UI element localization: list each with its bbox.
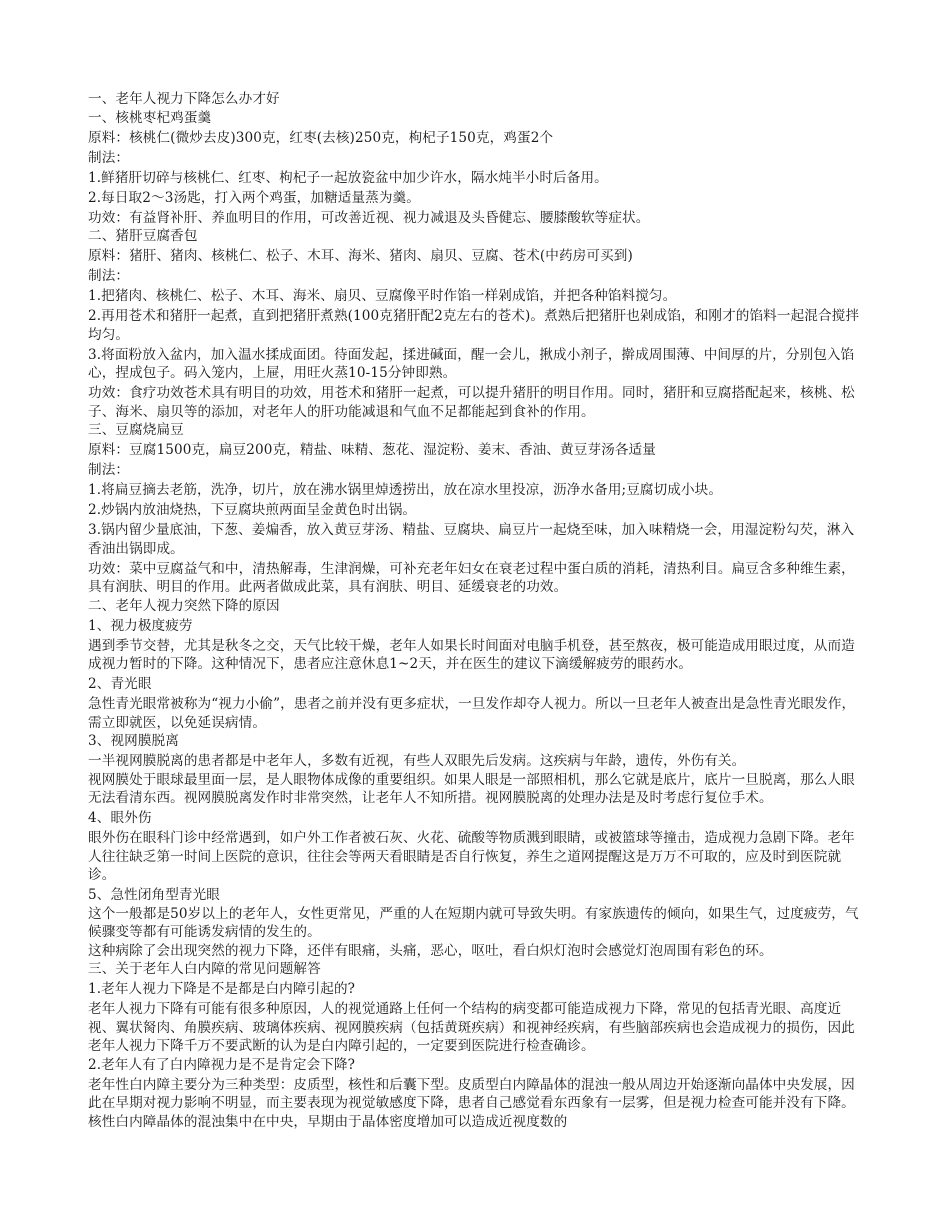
step-2-3: 3.将面粉放入盆内，加入温水揉成面团。待面发起，揉进碱面，醒一会儿，揪成小剂子，擀成周围薄、中间厚的片，分别包入馅心，捏成包子。码入笼内，上屉，用旺火蒸10-15分钟即熟。 [88, 346, 855, 381]
cause-text-1: 遇到季节交替，尤其是秋冬之交，天气比较干燥，老年人如果长时间面对电脑手机登，甚至熬夜，极可能造成用眼过度，从而造成视力暂时的下降。这种情况下，患者应注意休息1~2天，并在医生的建议下滴缓解疲劳的眼药水。 [88, 637, 855, 672]
step-1-2: 2.每日取2～3汤匙，打入两个鸡蛋，加糖适量蒸为羹。 [88, 189, 420, 206]
ingredients-1: 原料：核桃仁(微炒去皮)300克，红枣(去核)250克，枸杞子150克，鸡蛋2个 [88, 129, 554, 146]
recipe-heading-3: 三、豆腐烧扁豆 [88, 422, 184, 438]
faq-answer-2: 老年性白内障主要分为三种类型：皮质型，核性和后囊下型。皮质型白内障晶体的混浊一般从周边开始逐渐向晶体中央发展，因此在早期对视力影响不明显，而主要表现为视觉敏感度下降，患者自己感觉看东西象有一层雾，但是视力检查可能并没有下降。核性白内障晶体的混浊集中在中央，早期由于晶体密度增加可以造成近视度数的 [88, 1076, 855, 1130]
step-3-1: 1.将扁豆摘去老筋，洗净，切片，放在沸水锅里焯透捞出，放在凉水里投凉，沥净水备用;豆腐切成小块。 [88, 482, 723, 498]
document-body [88, 90, 863, 1131]
step-2-2: 2.再用苍术和猪肝一起煮，直到把猪肝煮熟(100克猪肝配2克左右的苍术)。煮熟后把猪肝也剁成馅，和刚才的馅料一起混合搅拌均匀。 [88, 308, 860, 343]
recipe-heading-1: 一、核桃枣杞鸡蛋羹 [88, 109, 212, 126]
step-1-1: 1.鲜猪肝切碎与核桃仁、红枣、枸杞子一起放瓷盆中加少许水，隔水炖半小时后备用。 [88, 169, 608, 186]
faq-question-1: 1.老年人视力下降是不是都是白内障引起的? [88, 981, 356, 997]
step-3-2: 2.炒锅内放油烧热，下豆腐块煎两面呈金黄色时出锅。 [88, 502, 417, 518]
ingredients-3: 原料：豆腐1500克，扁豆200克，精盐、味精、葱花、湿淀粉、姜末、香油、黄豆芽汤各适量 [88, 442, 656, 458]
effect-1: 功效：有益肾补肝、养血明目的作用，可改善近视、视力减退及头昏健忘、腰膝酸软等症状。 [88, 209, 650, 226]
section-heading-2: 二、老年人视力突然下降的原因 [88, 597, 280, 614]
effect-3: 功效：菜中豆腐益气和中，清热解毒，生津润燥，可补充老年妇女在衰老过程中蛋白质的消耗，清热利目。扁豆含多种维生素，具有润肤、明目的作用。此两者做成此菜，具有润肤、明目、延缓衰老的功效。 [88, 560, 855, 595]
cause-heading-2: 2、青光眼 [88, 676, 152, 692]
cause-heading-3: 3、视网膜脱离 [88, 733, 179, 749]
faq-question-2: 2.老年人有了白内障视力是不是肯定会下降? [88, 1056, 356, 1073]
recipe-heading-2: 二、猪肝豆腐香包 [88, 228, 198, 244]
method-label-3: 制法： [88, 462, 130, 478]
step-3-3: 3.锅内留少量底油，下葱、姜煸香，放入黄豆芽汤、精盐、豆腐块、扁豆片一起烧至味，加入味精烧一会，用湿淀粉勾芡，淋入香油出锅即成。 [88, 522, 855, 557]
ingredients-2: 原料：猪肝、猪肉、核桃仁、松子、木耳、海米、猪肉、扇贝、豆腐、苍术(中药房可买到) [88, 248, 633, 264]
section-heading-3: 三、关于老年人白内障的常见问题解答 [88, 961, 321, 977]
step-2-1: 1.把猪肉、核桃仁、松子、木耳、海米、扇贝、豆腐像平时作馅一样剁成馅，并把各种馅料搅匀。 [88, 288, 677, 304]
cause-text-4: 眼外伤在眼科门诊中经常遇到，如户外工作者被石灰、火花、硫酸等物质溅到眼睛，或被篮球等撞击，造成视力急剧下降。老年人往往缺乏第一时间上医院的意识，往往会等两天看眼睛是否自行恢复，养生之道网提醒这是万万不可取的，应及时到医院就诊。 [88, 830, 855, 883]
cause-text-3a: 一半视网膜脱离的患者都是中老年人，多数有近视，有些人双眼先后发病。这疾病与年龄，遗传，外伤有关。 [88, 753, 746, 769]
cause-text-5a: 这个一般都是50岁以上的老年人，女性更常见，严重的人在短期内就可导致失明。有家族遗传的倾向，如果生气，过度疲劳，气候骤变等都有可能诱发病情的发生的。 [88, 905, 859, 940]
cause-heading-4: 4、眼外伤 [88, 810, 152, 826]
effect-2: 功效：食疗功效苍术具有明目的功效，用苍术和猪肝一起煮，可以提升猪肝的明目作用。同时，猪肝和豆腐搭配起来，核桃、松子、海米、扇贝等的添加，对老年人的肝功能减退和气血不足都能起到食补的作用。 [88, 385, 855, 420]
section-heading-1: 一、老年人视力下降怎么办才好 [88, 91, 280, 107]
cause-text-5b: 这种病除了会出现突然的视力下降，还伴有眼痛，头痛，恶心，呕吐，看白炽灯泡时会感觉灯泡周围有彩色的环。 [88, 942, 773, 959]
cause-text-2: 急性青光眼常被称为“视力小偷”，患者之前并没有更多症状，一旦发作却夺人视力。所以一旦老年人被查出是急性青光眼发作，需立即就医，以免延误病情。 [88, 696, 856, 731]
faq-answer-1: 老年人视力下降有可能有很多种原因，人的视觉通路上任何一个结构的病变都可能造成视力下降，常见的包括青光眼、高度近视、翼状胬肉、角膜疾病、玻璃体疾病、视网膜疾病（包括黄斑疾病）和视神经疾病，有些脑部疾病也会造成视力的损伤，因此老年人视力下降千万不要武断的认为是白内障引起的，一定要到医院进行检查确诊。 [88, 1001, 855, 1054]
method-label-1: 制法： [88, 149, 130, 166]
cause-text-3b: 视网膜处于眼球最里面一层，是人眼物体成像的重要组织。如果人眼是一部照相机，那么它就是底片，底片一旦脱离，那么人眼无法看清东西。视网膜脱离发作时非常突然，让老年人不知所措。视网膜脱离的处理办法是及时考虑行复位手术。 [88, 771, 855, 806]
method-label-2: 制法： [88, 268, 130, 284]
cause-heading-1: 1、视力极度疲劳 [88, 617, 193, 634]
cause-heading-5: 5、急性闭角型青光眼 [88, 887, 220, 903]
